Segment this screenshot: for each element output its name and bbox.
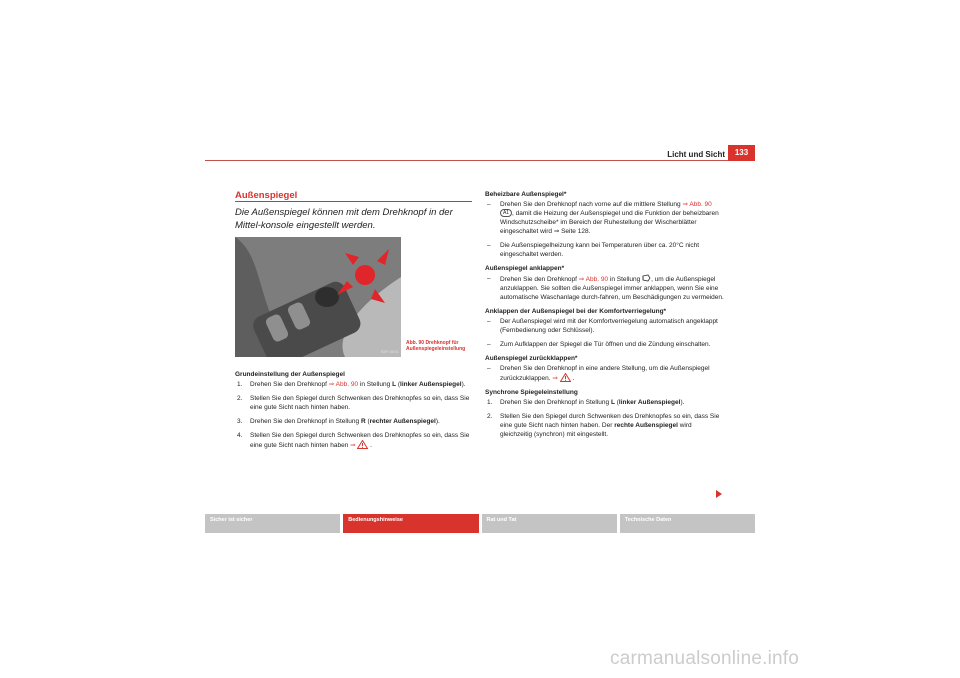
section-intro: Die Außenspiegel können mit dem Drehknopf in der Mittel-konsole eingestellt werden. (235, 207, 453, 231)
warning-link[interactable]: ⇒ (552, 375, 558, 382)
heading-heated-mirrors: Beheizbare Außenspiegel* (485, 191, 567, 198)
figure-code: B5P-0651 (381, 349, 399, 354)
page-number: 133 (728, 145, 755, 161)
figure-link[interactable]: ⇒ Abb. 90 (682, 201, 712, 208)
list-item: 2. Stellen Sie den Spiegel durch Schwenken des Drehknopfes so ein, dass Sie eine gute Sicht nach hinten haben. Der rechte Außenspiegel wird gleichzeitig (synchron) mit eingestellt. (487, 413, 720, 438)
list-item: – Zum Aufklappen der Spiegel die Tür öffnen und die Zündung einschalten. (487, 341, 711, 348)
callout-number: A1 (500, 209, 512, 217)
section-title-rule (235, 201, 472, 202)
heading-synchronous-setting: Synchrone Spiegeleinstellung (485, 389, 578, 396)
list-item: 2. Stellen Sie den Spiegel durch Schwenken des Drehknopfes so ein, dass Sie eine gute Sicht nach hinten haben. (237, 395, 470, 411)
footer-tab-operation[interactable]: Bedienungshinweise (343, 514, 478, 533)
figure-caption: Abb. 90 Drehknopf für Außenspiegeleinstellung (406, 340, 466, 352)
list-item: – Drehen Sie den Drehknopf in eine andere Stellung, um die Außenspiegel zurückzuklappen. ⇒ . (487, 365, 710, 382)
warning-triangle-icon (560, 373, 571, 382)
list-item: 4. Stellen Sie den Spiegel durch Schwenken des Drehknopfes so ein, dass Sie eine gute Sicht nach hinten haben ⇒ . (237, 432, 470, 449)
header-rule (205, 160, 732, 161)
folded-mirror-icon (642, 274, 651, 282)
footer-tab-advice[interactable]: Rat und Tat (482, 514, 617, 533)
warning-triangle-icon (357, 440, 368, 449)
next-page-arrow-icon[interactable] (716, 490, 722, 498)
watermark: carmanualsonline.info (610, 648, 800, 669)
list-item: 3. Drehen Sie den Drehknopf in Stellung R (rechter Außenspiegel). (237, 418, 440, 425)
footer-tabs (205, 514, 755, 533)
list-item: – Die Außenspiegelheizung kann bei Temperaturen über ca. 20°C nicht eingeschaltet werden. (487, 242, 700, 258)
figure-mirror-knob (235, 237, 401, 357)
list-item: – Drehen Sie den Drehknopf ⇒ Abb. 90 in Stellung , um die Außenspiegel anzuklappen. Sie sollten die Außenspiegel immer anklappen, wenn Sie eine automatische Waschanlage durch-fahren, um Beschädigungen zu vermeiden. (487, 275, 724, 301)
mirror-knob-illustration (235, 237, 401, 357)
figure-link[interactable]: ⇒ Abb. 90 (328, 381, 359, 388)
footer-tab-technical-data[interactable]: Technische Daten (620, 514, 755, 533)
left-column (235, 370, 475, 455)
figure-link[interactable]: ⇒ Abb. 90 (578, 276, 609, 283)
warning-link[interactable]: ⇒ (350, 442, 356, 449)
list-item: 1. Drehen Sie den Drehknopf in Stellung L (linker Außenspiegel). (487, 399, 685, 406)
heading-comfort-locking: Anklappen der Außenspiegel bei der Komfortverriegelung* (485, 308, 667, 315)
section-title: Außenspiegel (235, 190, 298, 201)
heading-fold-mirrors: Außenspiegel anklappen* (485, 265, 565, 272)
chapter-title: Licht und Sicht (667, 150, 725, 159)
list-item: 1. Drehen Sie den Drehknopf ⇒ Abb. 90 in Stellung L (linker Außenspiegel). (237, 381, 466, 388)
page-link[interactable]: ⇒ Seite 128 (553, 228, 589, 235)
heading-basic-setting: Grundeinstellung der Außenspiegel (235, 371, 345, 378)
heading-unfold-mirrors: Außenspiegel zurückklappen* (485, 355, 578, 362)
footer-tab-safety[interactable]: Sicher ist sicher (205, 514, 340, 533)
right-column (485, 190, 725, 444)
list-item: – Der Außenspiegel wird mit der Komfortverriegelung automatisch angeklappt (Fernbedienung oder Schlüssel). (487, 318, 718, 334)
list-item: – Drehen Sie den Drehknopf nach vorne auf die mittlere Stellung ⇒ Abb. 90 A1 , damit die Heizung der Außenspiegel und die Funktion der beheizbaren Windschutzscheibe* im Bereich der Ruhestellung der Wischerblätter eingeschaltet wird ⇒ Seite 128. (487, 201, 719, 235)
